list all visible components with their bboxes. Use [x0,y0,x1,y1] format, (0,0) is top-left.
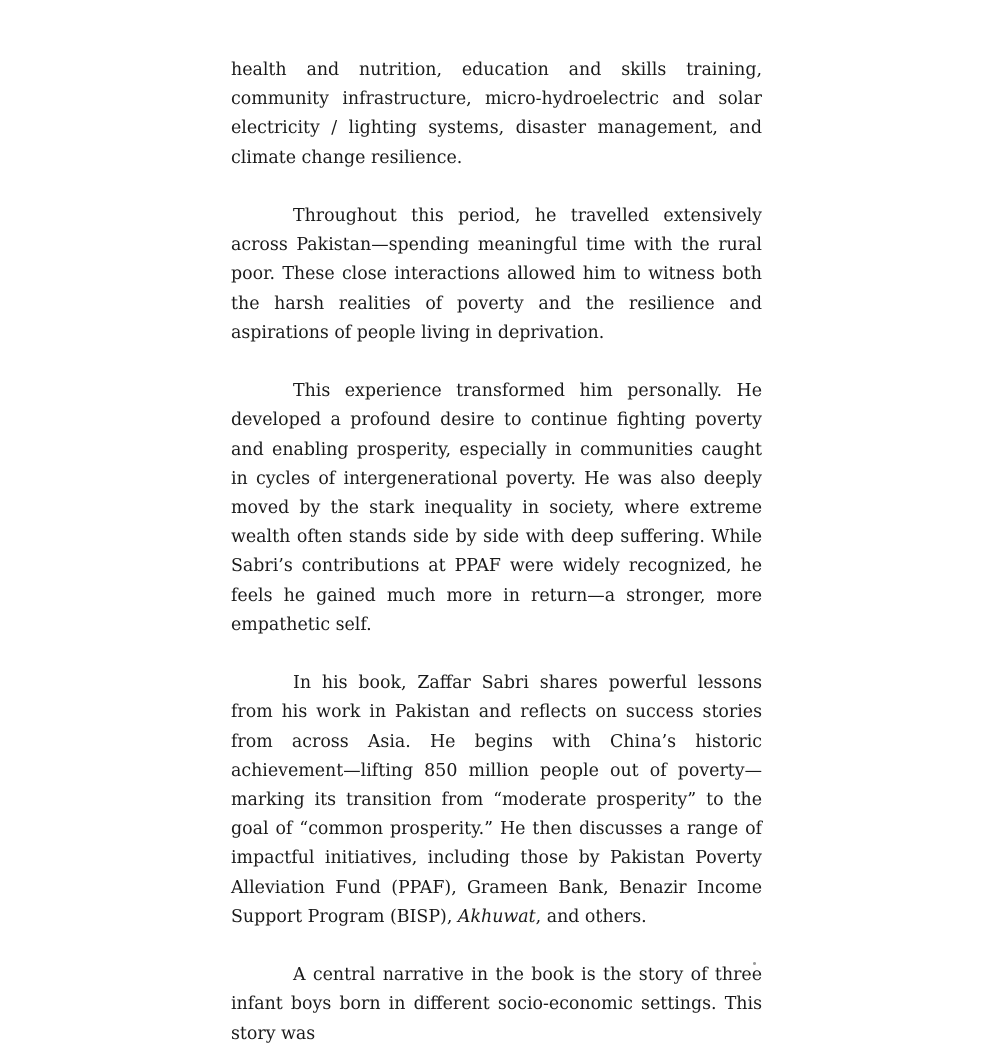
paragraph-1 [231,56,762,173]
paragraph-5-text: A central narrative in the book is the story of three infant boys born in different socio-economic settings. This story was [231,965,762,1044]
paragraph-4-text: In his book, Zaffar Sabri shares powerful lessons from his work in Pakistan and reflects on success stories from across Asia. He begins with China’s historic achievement—lifting 850 million people out of poverty—marking its transition from “moderate prosperity” to the goal of “common prosperity.” He then discusses a range of impactful initiatives, including those by Pakistan Poverty Alleviation Fund (PPAF), Grameen Bank, Benazir Income Support Program (BISP), [231,673,762,927]
paragraph-2 [231,202,762,348]
paragraph-4-text-end: , and others. [535,906,647,927]
paragraph-2-text: Throughout this period, he travelled extensively across Pakistan—spending meaningful time with the rural poor. These close interactions allowed him to witness both the harsh realities of poverty and the resilience and aspirations of people living in deprivation. [231,206,762,343]
paragraph-3-text: This experience transformed him personally. He developed a profound desire to continue fighting poverty and enabling prosperity, especially in communities caught in cycles of intergenerational poverty. He was also deeply moved by the stark inequality in society, where extreme wealth often stands side by side with deep suffering. While Sabri’s contributions at PPAF were widely recognized, he feels he gained much more in return—a stronger, more empathetic self. [231,381,762,635]
paragraph-3 [231,377,762,640]
paragraph-4-italic-term: Akhuwat [457,906,536,927]
paragraph-1-text: health and nutrition, education and skills training, community infrastructure, micro-hydroelectric and solar electricity / lighting systems, disaster management, and climate change resilience. [231,60,762,168]
body-text [231,56,762,1049]
paragraph-5 [231,961,762,1049]
page-speck-mark [753,962,756,965]
paragraph-4 [231,669,762,932]
